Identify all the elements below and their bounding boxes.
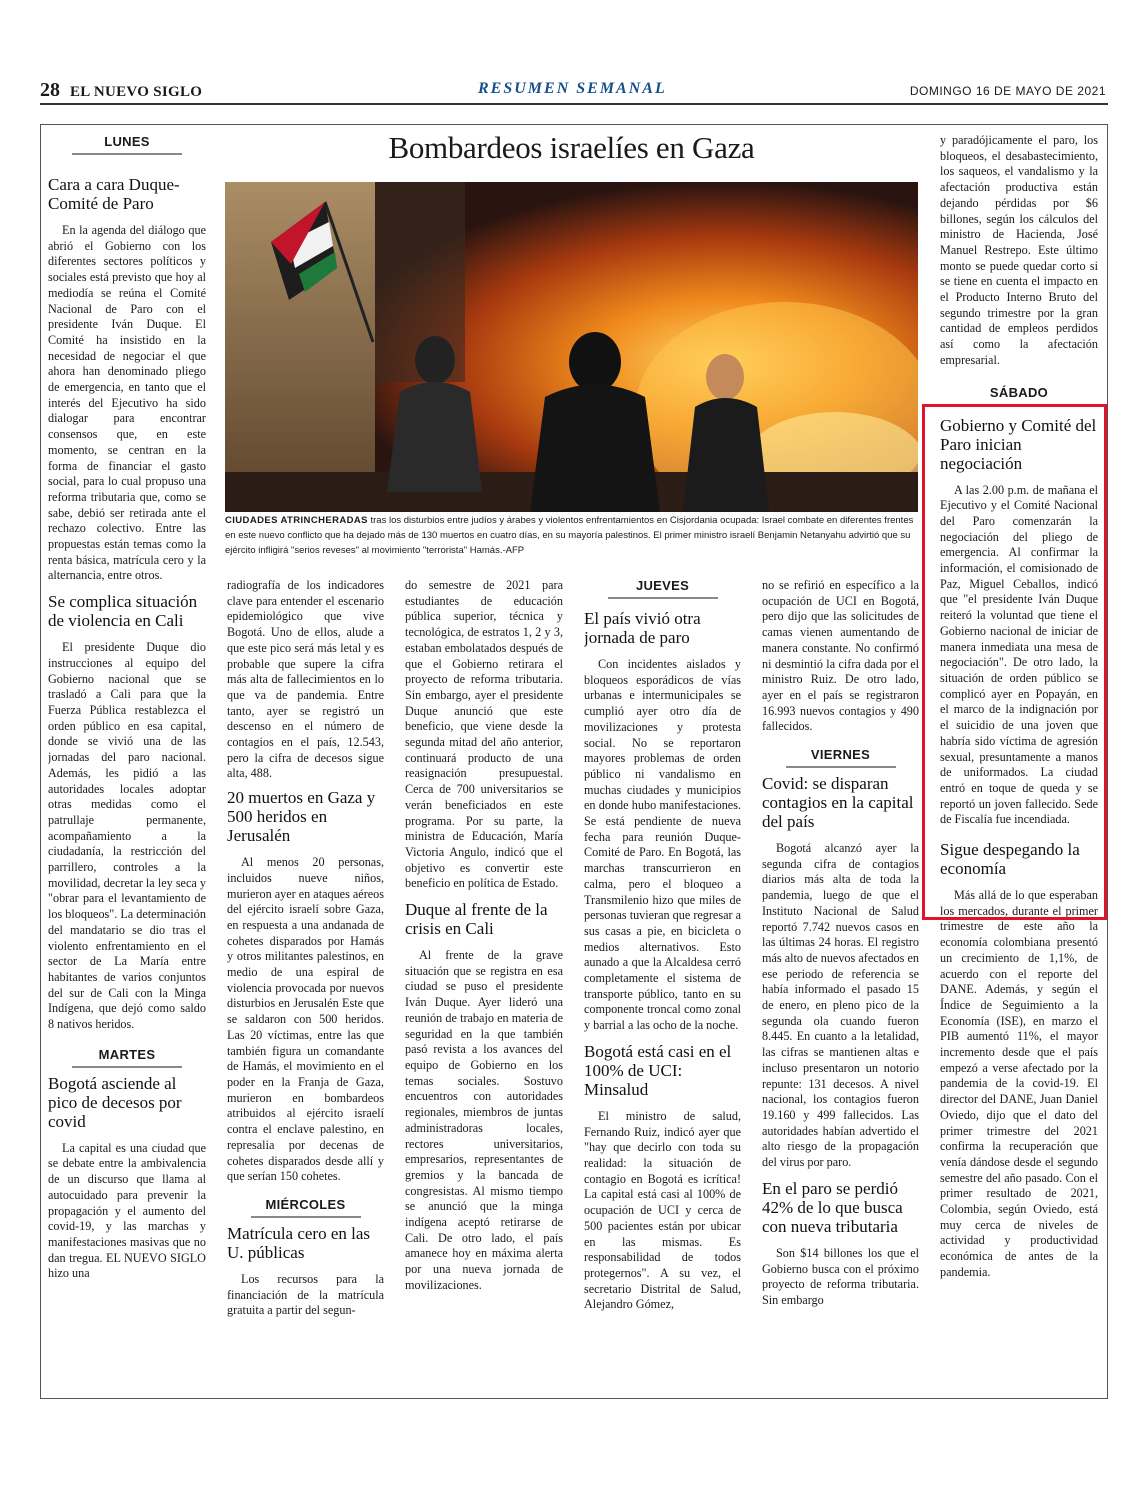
article-text: Más allá de lo que esperaban los mercados, durante el primer trimestre de este año la economía colombiana presentó un crecimiento de 1,1%, de acuerdo con el reporte del DANE. Además, y según el Índice de Seguimiento a la Economía (ISE), en marzo el PIB aumentó 11%, el mayor incremento desde que el país empezó a verse afectado por la pandemia de la covid-19. El director del DANE, Juan Daniel Oviedo, dijo que el dato del primer trimestre del 2021 confirma la recuperación que venía dándose desde el segundo semestre del año pasado. Con el primer resultado de 2021, Colombia, según Oviedo, está muy cerca de niveles de actividad y productividad económica de antes de la pandemia. [940, 888, 1098, 1279]
headline: Covid: se disparan contagios en la capital del país [762, 774, 914, 832]
lead-title: Bombardeos israelíes en Gaza [388, 130, 755, 165]
article-text: En la agenda del diálogo que abrió el Gobierno con los diferentes sectores políticos y sociales está previsto que hoy al mediodía se reúna el Comité Nacional de Paro con el presidente Iván Duque. El Comité ha insistido en la necesidad de negociar el que ahora han denominado pliego de emergencia, en tanto que el interés del Ejecutivo ha sido dialogar para encontrar consensos que, en este momento, se centran en la forma de financiar el gasto social, para lo cual propuso una reforma tributaria que, como se sabe, debió ser retirada ante el rechazo colectivo. Entre las propuestas están temas como la renta básica, matrícula cero y la alternancia, entre otros. [48, 223, 206, 583]
headline: Sigue despegando la economía [940, 840, 1080, 879]
masthead-logo: EL NUEVO SIGLO [70, 84, 203, 100]
article-text: Los recursos para la financiación de la matrícula gratuita a partir del segun- [227, 1271, 384, 1318]
article-text: El presidente Duque dio instrucciones al equipo del Gobierno nacional que se trasladó a Cali para que la Fuerza Pública restablezca el orden público en esa capital, donde se vivió una de las jornadas del paro nacional. Además, les pidió a las autoridades locales adoptar otras medidas como el patrullaje permanente, acompañamiento a la ciudadanía, la restricción del parrillero, controles a la movilidad, decretar la ley seca y "obrar para el levantamiento de los bloqueos". La determinación del mandatario se dio tras el violento enfrentamiento en el sector de La María entre habitantes de varios conjuntos del sur de Cali con la Minga Indígena, que dejó como saldo 8 nativos heridos. [48, 640, 206, 1032]
caption-text: tras los disturbios entre judíos y árabes y violentos enfrentamientos en Cisjordania ocupada: Israel combate en diferentes frentes en este nuevo conflicto que ha dejado más de 130 muertos en cuatro días, en su mayoría palestinos. El primer ministro israelí Benjamin Netanyahu advirtió que su ejército infligirá "serios reveses" al movimiento "terrorista" Hamás.-AFP [225, 515, 914, 556]
day-label-sabado: SÁBADO [964, 379, 1074, 406]
day-label-lunes: LUNES [72, 128, 182, 155]
day-label-jueves: JUEVES [608, 572, 718, 599]
headline: Cara a cara Duque-Comité de Paro [48, 175, 180, 213]
article-text: A las 2.00 p.m. de mañana el Ejecutivo y el Comité Nacional del Paro comenzarán la negociación del pliego de emergencia. Al confirmar la información, el comisionado de Paz, Miguel Ceballos, indicó que "el presidente Iván Duque reiteró la voluntad que tiene el Gobierno nacional de iniciar de manera inmediata una mesa de negociación". De otro lado, la situación de orden público se complicó ayer en Popayán, en el marco de la indignación por el suicidio de una joven que habría sido víctima de agresión sexual, presuntamente a manos de uniformados. La ciudad entró en toque de queda y se reportó un joven fallecido. Sede de Fiscalía fue incendiada. [940, 482, 1098, 827]
article-text: La capital es una ciudad que se debate entre la ambivalencia de un discurso que llama al autocuidado para prevenir la propagación y el aumento del covid-19, y las marchas y manifestaciones masivas que no dan tregua. EL NUEVO SIGLO hizo una [48, 1140, 206, 1281]
page-number: 28 [40, 79, 60, 101]
day-label-martes: MARTES [72, 1041, 182, 1068]
day-label-miercoles: MIÉRCOLES [251, 1191, 361, 1218]
article-text: Al menos 20 personas, incluidos nueve niños, murieron ayer en ataques aéreos del ejército israelí sobre Gaza, en respuesta a una andanada de cohetes disparados por Hamás y otros militantes palestinos, en medio de una espiral de violencia provocada por nuevos disturbios en Jerusalén Este que se saldaron con 500 heridos. Las 20 víctimas, entre las que también figura un comandante de Hamás, el movimiento en el poder en la Franja de Gaza, murieron en bombardeos atribuidos al ejército israelí contra el enclave palestino, en represalia por decenas de cohetes disparados desde allí y que serían 150 cohetes. [227, 855, 384, 1184]
highlight-box [922, 404, 1107, 920]
header-rule [40, 103, 1108, 105]
photo-caption [225, 513, 918, 558]
column-3 [405, 578, 563, 1396]
headline: 20 muertos en Gaza y 500 heridos en Jerusalén [227, 788, 376, 846]
article-text: Con incidentes aislados y bloqueos esporádicos de vías urbanas e intermunicipales se cumplió ayer otro día de movilizaciones y protesta social. No se reportaron mayores problemas de orden público ni vandalismo en muchas ciudades y municipios en donde hubo manifestaciones. Se está pendiente de nueva fecha para reunión Duque-Comité de Paro. En Bogotá, las marchas transcurrieron en calma, pero el bloqueo a Transmilenio hizo que miles de personas tuvieran que regresar a sus casas a pie, en bicicleta o medios alternativos. Esto aunado a que la Alcaldesa cerró completamente el sistema de transporte público, tanto en su componente troncal como zonal y barrial a las ocho de la noche. [584, 657, 741, 1033]
headline: El país vivió otra jornada de paro [584, 609, 701, 647]
headline: Duque al frente de la crisis en Cali [405, 900, 548, 939]
article-text: do semestre de 2021 para estudiantes de educación pública superior, técnica y tecnológica, de estratos 1, 2 y 3, estaban embolatados después de que el Gobierno retirara el proyecto de reforma tributaria. Sin embargo, ayer el presidente Duque anunció que este beneficio, que viene desde la segunda mitad del año anterior, continuará producto de una reasignación presupuestal. Cerca de 700 universitarios se verán beneficiados en este programa. Por su parte, la ministra de Educación, María Victoria Angulo, indicó que el objetivo es convertir este beneficio en política de Estado. [405, 578, 563, 891]
article-text: radiografía de los indicadores clave para entender el escenario epidemiológico que vive Bogotá. Uno de ellos, alude a que este pico será más letal y es probable que supere la cifra más alta de fallecimientos en lo que va de pandemia. Entre tanto, ayer se registró un descenso en el número de contagios en el país, 12.543, pero la cifra de decesos sigue alta, 488. [227, 578, 384, 781]
headline: Gobierno y Comité del Paro inician negociación [940, 415, 1097, 473]
article-text: El ministro de salud, Fernando Ruiz, indicó ayer que "hay que decirlo con toda su realidad: la situación de contagio en Bogotá es icrítica! La capital está casi al 100% de ocupación de UCI y cerca de 500 pacientes están por ubicar en las mismas. Es responsabilidad de todos protegernos". A su vez, el secretario Distrital de Salud, Alejandro Gómez, [584, 1108, 741, 1312]
headline: Se complica situación de violencia en Cali [48, 592, 198, 631]
headline: Bogotá asciende al pico de decesos por covid [48, 1073, 182, 1131]
column-1 [48, 128, 206, 1396]
column-2 [227, 578, 384, 1396]
issue-date: DOMINGO 16 DE MAYO DE 2021 [909, 84, 1106, 98]
headline: Bogotá está casi en el 100% de UCI: Minsalud [584, 1041, 732, 1099]
news-photo [225, 182, 918, 512]
headline: Matrícula cero en las U. públicas [227, 1223, 371, 1262]
column-5 [762, 578, 919, 1396]
day-label-viernes: VIERNES [786, 741, 896, 768]
article-text: Al frente de la grave situación que se registra en esa ciudad se puso el presidente Iván Duque. Ayer lideró una reunión de trabajo en materia de seguridad en la que también pasó revista a los avances del equipo de Gobierno en los temas sociales. Sostuvo encuentros con autoridades regionales, miembros de juntas administradoras locales, rectores universitarios, empresarios, representantes de gremios y la bancada de congresistas. Al mismo tiempo se anunció que la minga indígena aceptó retirarse de Cali. De otro lado, el país amanece hoy en máxima alerta por una nueva jornada de movilizaciones. [405, 948, 563, 1292]
headline: En el paro se perdió 42% de lo que busca con nueva tributaria [762, 1178, 903, 1236]
article-text: y paradójicamente el paro, los bloqueos, el desabastecimiento, los saqueos, el vandalismo y la afectación productiva están dejando pérdidas por $6 billones, según los cálculos del ministro de Hacienda, José Manuel Restrepo. Este último monto se puede quedar corto si se tiene en cuenta el impacto en el Producto Interno Bruto del segundo trimestre por la gran cantidad de empleos perdidos así como la afectación empresarial. [940, 133, 1098, 367]
column-4 [584, 572, 741, 1396]
section-title: RESUMEN SEMANAL [478, 80, 667, 97]
caption-lead: CIUDADES ATRINCHERADAS [225, 515, 368, 526]
protest-photo-illustration [225, 182, 918, 512]
article-text: no se refirió en específico a la ocupación de UCI en Bogotá, pero dijo que las solicitudes de camas vienen aumentando de manera constante. No confirmó ni desmintió la cifra dada por el ministro Ruiz. De otro lado, ayer en el país se registraron 16.993 nuevos contagios y 490 fallecidos. [762, 578, 919, 734]
article-text: Son $14 billones los que el Gobierno busca con el próximo proyecto de reforma tributaria. Sin embargo [762, 1245, 919, 1307]
article-text: Bogotá alcanzó ayer la segunda cifra de contagios diarios más alta de toda la pandemia, luego de que el Instituto Nacional de Salud reportó 7.742 nuevos casos en las últimas 24 horas. El registro más alto de nuevos afectados en ese periodo de referencia se había informado el pasado 15 de enero, en pleno pico de la segunda ola cuando fueron 8.445. En cuanto a la letalidad, las cifras se mantienen altas e incluso presentaron un notorio repunte: 131 decesos. A nivel nacional, los contagios fueron 19.160 y 499 fallecidos. Las autoridades habían advertido el alto riesgo de la propagación del virus por paro. [762, 841, 919, 1170]
